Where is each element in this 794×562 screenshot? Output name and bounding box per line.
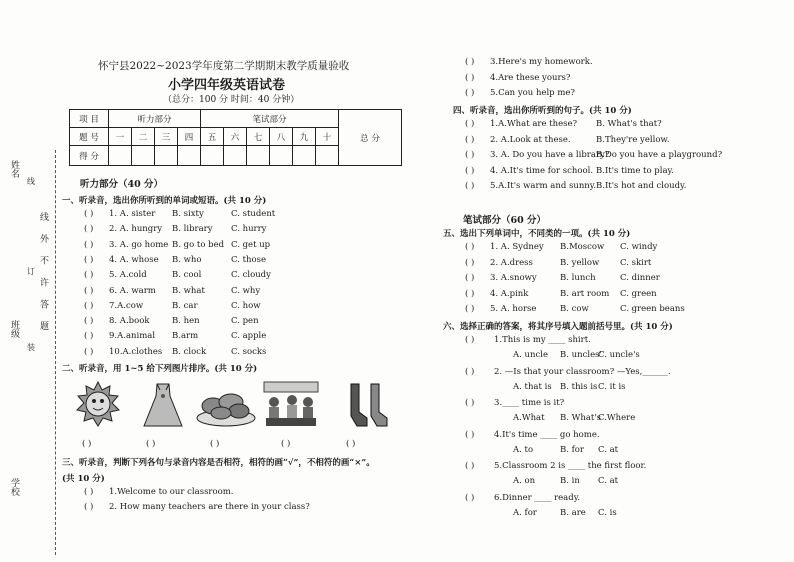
judge-sentence: 1.Welcome to our classroom.: [109, 487, 234, 497]
option-c: C. hurry: [231, 224, 267, 235]
question-text: 6.Dinner ____ ready.: [494, 492, 581, 503]
option-c: C. windy: [620, 242, 658, 252]
table-cell: 题 号: [70, 128, 109, 146]
picture-answer-blank[interactable]: ( ): [82, 439, 92, 449]
no-answer-warning: 线 外 不 许 答 题: [38, 212, 48, 336]
answer-bracket[interactable]: ( ): [84, 224, 94, 235]
answer-bracket[interactable]: ( ): [465, 429, 475, 440]
answer-bracket[interactable]: ( ): [84, 270, 94, 281]
answer-bracket[interactable]: ( ): [465, 461, 475, 471]
option-b: B.They're yellow.: [596, 134, 670, 145]
option-b: B. what: [172, 285, 205, 296]
question-text: 2. —Is that your classroom? —Yes,______.: [494, 366, 671, 377]
option-c: C. apple: [231, 331, 267, 342]
option-b: B.arm: [172, 331, 199, 342]
option-b: B. sixty: [172, 209, 204, 219]
writing-title: 笔试部分（60 分）: [463, 215, 547, 226]
option-c: C.Where: [598, 413, 636, 423]
table-cell: 得 分: [70, 146, 109, 166]
option-a: 5. A. horse: [490, 304, 537, 314]
question-text: 5.Classroom 2 is ____ the first floor.: [494, 461, 647, 471]
option-b: B. cool: [172, 270, 202, 281]
answer-bracket[interactable]: ( ): [465, 73, 475, 83]
score-cell[interactable]: [247, 146, 270, 166]
option-a: A. for: [513, 507, 537, 518]
option-c: C. at: [598, 476, 619, 486]
option-a: 10.A.clothes: [109, 346, 163, 357]
option-a: 5.A.It's warm and sunny.: [490, 181, 597, 191]
table-cell: 九: [293, 128, 316, 146]
option-b: B. are: [560, 507, 586, 518]
section-5-title: 五、选出下列单词中，不同类的一项。(共 10 分): [443, 229, 631, 239]
option-b: B.Do you have a playground?: [596, 150, 723, 160]
score-cell[interactable]: [178, 146, 201, 166]
option-c: C. uncle's: [598, 350, 640, 360]
option-a: 3. A. go home: [109, 239, 169, 250]
option-a: 1.A.What are these?: [490, 119, 578, 129]
score-cell[interactable]: [293, 146, 316, 166]
exam-title: 怀宁县2022~2023学年度第二学期期末教学质量验收: [98, 60, 350, 72]
option-b: B. yellow: [560, 257, 600, 268]
option-b: B.Moscow: [560, 242, 605, 252]
judge-sentence: 3.Here's my homework.: [490, 57, 593, 67]
option-b: B. cow: [560, 304, 589, 314]
table-cell: 六: [224, 128, 247, 146]
option-c: C. student: [231, 209, 276, 219]
option-a: 9.A.animal: [109, 331, 156, 342]
option-a: 4. A. whose: [109, 254, 159, 265]
picture-answer-blank[interactable]: ( ): [346, 439, 356, 449]
judge-sentence: 2. How many teachers are there in your class?: [109, 502, 310, 512]
option-a: 7.A.cow: [109, 300, 144, 311]
option-c: C. cloudy: [231, 270, 271, 281]
question-text: 4.It's time ____ go home.: [494, 429, 600, 440]
score-cell[interactable]: [132, 146, 155, 166]
answer-bracket[interactable]: ( ): [465, 88, 475, 98]
option-c: C. it is: [598, 381, 626, 392]
option-b: B. go to bed: [172, 239, 225, 250]
section-2-title: 二、听录音，用 1~5 给下列图片排序。(共 10 分): [62, 364, 258, 374]
option-a: A. uncle: [513, 350, 549, 360]
option-a: A. to: [513, 444, 534, 455]
answer-bracket[interactable]: ( ): [465, 492, 475, 503]
answer-bracket[interactable]: ( ): [465, 288, 475, 299]
option-b: B. car: [172, 300, 198, 311]
score-table: [69, 109, 402, 166]
class-label: 班级: [9, 320, 19, 338]
table-header-item: 项 目: [70, 110, 109, 128]
option-b: B. uncles': [560, 350, 602, 360]
option-c: C. skirt: [620, 257, 652, 268]
table-cell: 五: [201, 128, 224, 146]
option-c: C. is: [598, 507, 617, 518]
answer-bracket[interactable]: ( ): [465, 119, 475, 129]
option-c: C. those: [231, 254, 267, 265]
score-cell[interactable]: [155, 146, 178, 166]
section-4-title: 四、听录音，选出你所听到的句子。(共 10 分): [453, 106, 632, 116]
answer-bracket[interactable]: ( ): [84, 346, 94, 357]
binding-dashed-line: [55, 150, 56, 555]
score-cell[interactable]: [224, 146, 247, 166]
paper-title: 小学四年级英语试卷: [168, 78, 286, 93]
answer-bracket[interactable]: ( ): [465, 181, 475, 191]
option-a: 3. A.snowy: [490, 273, 537, 283]
answer-bracket[interactable]: ( ): [84, 239, 94, 250]
option-a: 2. A.dress: [490, 257, 533, 268]
table-header-listening: 听力部分: [109, 110, 201, 128]
answer-bracket[interactable]: ( ): [465, 304, 475, 314]
picture-answer-blank[interactable]: ( ): [281, 439, 291, 449]
table-cell: 一: [109, 128, 132, 146]
section-6-title: 六、选择正确的答案，将其序号填入题前括号里。(共 10 分): [443, 322, 673, 332]
score-cell[interactable]: [201, 146, 224, 166]
answer-bracket[interactable]: ( ): [465, 273, 475, 283]
option-b: B. hen: [172, 316, 200, 327]
option-c: C. green beans: [620, 304, 685, 314]
table-header-total: 总 分: [339, 110, 402, 166]
option-a: 1. A. sister: [109, 209, 156, 219]
question-text: 1.This is my ____ shirt.: [494, 335, 591, 345]
table-cell: 四: [178, 128, 201, 146]
answer-bracket[interactable]: ( ): [84, 254, 94, 265]
option-b: B. What's: [560, 413, 602, 423]
answer-bracket[interactable]: ( ): [84, 209, 94, 219]
option-c: C. socks: [231, 346, 267, 357]
exam-meta: （总分：100 分 时间：40 分钟）: [163, 95, 300, 105]
answer-bracket[interactable]: ( ): [465, 57, 475, 67]
option-a: 2. A.Look at these.: [490, 134, 571, 145]
answer-bracket[interactable]: ( ): [465, 134, 475, 145]
table-cell: 三: [155, 128, 178, 146]
option-c: C. at: [598, 444, 619, 455]
answer-bracket[interactable]: ( ): [465, 335, 475, 345]
option-b: B. this is: [560, 381, 598, 392]
option-c: C. get up: [231, 239, 271, 250]
score-cell[interactable]: [109, 146, 132, 166]
picture-answer-blank[interactable]: ( ): [210, 439, 220, 449]
answer-bracket[interactable]: ( ): [465, 366, 475, 377]
score-cell[interactable]: [270, 146, 293, 166]
sun-icon: [75, 380, 121, 430]
answer-bracket[interactable]: ( ): [84, 285, 94, 296]
answer-bracket[interactable]: ( ): [465, 242, 475, 252]
school-label: 学校: [9, 478, 19, 496]
table-header-writing: 笔试部分: [201, 110, 339, 128]
dress-icon: [140, 380, 186, 430]
option-a: A. that is: [513, 381, 552, 392]
answer-bracket[interactable]: ( ): [84, 487, 94, 497]
option-b: B. lunch: [560, 273, 596, 283]
option-b: B. What's that?: [596, 119, 662, 129]
option-b: B. who: [172, 254, 202, 265]
listening-title: 听力部分（40 分）: [80, 179, 164, 190]
option-a: 3. A. Do you have a library?: [490, 150, 610, 160]
option-b: B. art room: [560, 288, 610, 299]
option-a: 4. A.It's time for school.: [490, 165, 594, 176]
judge-sentence: 5.Can you help me?: [490, 88, 575, 98]
option-a: 5. A.cold: [109, 270, 147, 281]
section-1-title: 一、听录音，选出你所听到的单词或短语。(共 10 分): [62, 196, 267, 206]
socks-icon: [345, 380, 391, 430]
option-b: B. for: [560, 444, 584, 455]
picture-answer-blank[interactable]: ( ): [146, 439, 156, 449]
potatoes-icon: [195, 380, 257, 430]
judge-sentence: 4.Are these yours?: [490, 73, 571, 83]
table-cell: 七: [247, 128, 270, 146]
answer-bracket[interactable]: ( ): [84, 502, 94, 512]
binding-label-2: 装: [27, 343, 35, 352]
option-a: 6. A. warm: [109, 285, 156, 296]
table-cell: 二: [132, 128, 155, 146]
binding-label: 订: [27, 267, 35, 276]
answer-bracket[interactable]: ( ): [84, 331, 94, 342]
answer-bracket[interactable]: ( ): [465, 165, 475, 176]
classroom-icon: [262, 380, 320, 430]
option-a: 1. A. Sydney: [490, 242, 544, 252]
answer-bracket[interactable]: ( ): [84, 300, 94, 311]
option-a: 8. A.book: [109, 316, 150, 327]
option-c: C. dinner: [620, 273, 660, 283]
table-cell: 十: [316, 128, 339, 146]
question-text: 3.____ time is it?: [494, 398, 565, 408]
option-a: A.What: [513, 413, 545, 423]
score-cell[interactable]: [316, 146, 339, 166]
answer-bracket[interactable]: ( ): [465, 150, 475, 160]
option-b: B. library: [172, 224, 213, 235]
option-b: B. in: [560, 476, 580, 486]
option-a: A. on: [513, 476, 536, 486]
option-c: C. green: [620, 288, 657, 299]
section-3-title: 三、听录音，判断下列各句与录音内容是否相符，相符的画“√”，不相符的画“×”。: [62, 458, 375, 468]
option-c: C. why: [231, 285, 261, 296]
line-label: 线: [27, 177, 35, 186]
option-a: 4. A.pink: [490, 288, 529, 299]
option-b: B. clock: [172, 346, 207, 357]
table-cell: 八: [270, 128, 293, 146]
option-c: C. pen: [231, 316, 259, 327]
answer-bracket[interactable]: ( ): [465, 257, 475, 268]
option-c: C. how: [231, 300, 261, 311]
name-label: 姓名: [9, 160, 19, 178]
answer-bracket[interactable]: ( ): [465, 398, 475, 408]
option-a: 2. A. hungry: [109, 224, 163, 235]
answer-bracket[interactable]: ( ): [84, 316, 94, 327]
option-b: B.It's hot and cloudy.: [596, 181, 687, 191]
option-b: B.It's time to play.: [596, 165, 674, 176]
section-3-title-points: (共 10 分): [62, 474, 105, 484]
